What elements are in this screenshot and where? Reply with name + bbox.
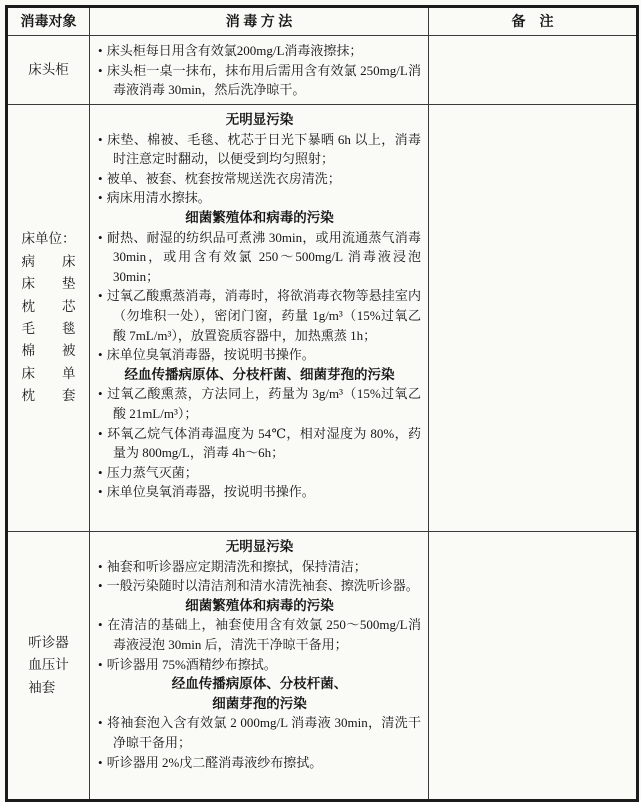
remark-cell bbox=[429, 36, 638, 105]
method-item-text: 将袖套泡入含有效氯 2 000mg/L 消毒液 30min，清洗干净晾干备用； bbox=[106, 715, 421, 750]
bullet-icon: • bbox=[98, 617, 103, 633]
bullet-icon: • bbox=[98, 288, 103, 304]
object-cell bbox=[7, 36, 90, 105]
method-item-text: 床单位臭氧消毒器，按说明书操作。 bbox=[106, 347, 315, 363]
object-label: 床 垫 bbox=[21, 276, 76, 292]
method-item-text: 在清洁的基础上，袖套使用含有效氯 250～500mg/L消毒液浸泡 30min 后，清洗干净晾干备用； bbox=[106, 617, 421, 652]
method-item-text: 压力蒸气灭菌； bbox=[106, 464, 198, 480]
method-item bbox=[98, 557, 421, 577]
object-cell bbox=[7, 105, 90, 532]
bullet-icon: • bbox=[98, 578, 103, 594]
method-item-text: 被单、被套、枕套按常规送洗衣房清洗； bbox=[106, 170, 341, 186]
object-label: 棉 被 bbox=[21, 343, 76, 359]
method-item-text: 过氧乙酸熏蒸，方法同上，药量为 3g/m³（15%过氧乙酸 21mL/m³）； bbox=[106, 386, 421, 421]
method-item bbox=[98, 61, 421, 100]
method-item bbox=[98, 713, 421, 752]
column-header-method: 消 毒 方 法 bbox=[90, 7, 429, 36]
bullet-icon: • bbox=[98, 131, 103, 147]
table-row bbox=[7, 532, 638, 801]
object-label: 枕 套 bbox=[21, 388, 76, 404]
method-item-text: 床垫、棉被、毛毯、枕芯于日光下暴晒 6h 以上，消毒时注意定时翻动，以便受到均匀照射； bbox=[106, 131, 421, 167]
bullet-icon: • bbox=[98, 386, 103, 402]
method-item bbox=[98, 463, 421, 483]
method-item bbox=[98, 228, 421, 287]
method-item-text: 床头柜一桌一抹布，抹布用后需用含有效氯 250mg/L消毒液消毒 30min，然后洗净晾干。 bbox=[106, 62, 421, 98]
method-item bbox=[98, 384, 421, 423]
object-label: 病 床 bbox=[21, 253, 76, 269]
table-row bbox=[7, 36, 638, 105]
object-label: 床单位： bbox=[21, 231, 76, 247]
object-label: 毛 毯 bbox=[21, 321, 76, 336]
object-label: 床头柜 bbox=[28, 61, 69, 77]
remark-cell bbox=[429, 105, 638, 532]
method-item bbox=[98, 188, 421, 208]
method-item bbox=[98, 286, 421, 345]
method-item bbox=[98, 130, 421, 169]
method-item-text: 耐热、耐湿的纺织品可煮沸 30min，或用流通蒸气消毒 30min，或用含有效氯 250～500mg/L 消毒液浸泡 30min； bbox=[106, 229, 421, 284]
object-label: 听诊器 bbox=[28, 634, 69, 650]
bullet-icon: • bbox=[98, 558, 103, 574]
table-header bbox=[7, 7, 638, 36]
method-cell bbox=[90, 36, 429, 105]
bullet-icon: • bbox=[98, 170, 103, 186]
bullet-icon: • bbox=[98, 715, 103, 731]
bullet-icon: • bbox=[98, 464, 103, 480]
object-label-block bbox=[22, 228, 76, 407]
method-item bbox=[98, 576, 421, 596]
bullet-icon: • bbox=[98, 229, 103, 245]
method-section-heading: 细菌繁殖体和病毒的污染 bbox=[185, 597, 334, 613]
method-section-heading: 细菌芽孢的污染 bbox=[212, 695, 307, 711]
method-section-heading: 无明显污染 bbox=[225, 539, 294, 554]
object-label-block bbox=[28, 59, 69, 81]
header-row bbox=[7, 7, 638, 36]
method-item-text: 环氧乙烷气体消毒温度为 54℃，相对湿度为 80%，药量为 800mg/L，消毒 4h～6h； bbox=[106, 425, 421, 461]
method-item-text: 病床用清水擦抹。 bbox=[106, 190, 211, 206]
method-item bbox=[98, 655, 421, 675]
object-label: 床 单 bbox=[21, 365, 76, 381]
object-label: 血压计 bbox=[28, 657, 69, 673]
method-item bbox=[98, 424, 421, 463]
method-item-text: 袖套和听诊器应定期清洗和擦拭，保持清洁； bbox=[106, 558, 367, 574]
object-cell bbox=[7, 532, 90, 801]
disinfection-table bbox=[5, 5, 639, 802]
bullet-icon: • bbox=[98, 656, 103, 672]
bullet-icon: • bbox=[98, 62, 103, 78]
column-header-remark: 备 注 bbox=[429, 7, 638, 36]
bullet-icon: • bbox=[98, 754, 103, 770]
remark-cell bbox=[429, 532, 638, 801]
bullet-icon: • bbox=[98, 43, 103, 58]
object-label: 袖套 bbox=[28, 679, 56, 695]
object-label-block bbox=[28, 632, 69, 699]
bullet-icon: • bbox=[98, 190, 103, 206]
column-header-object: 消毒对象 bbox=[7, 7, 90, 36]
table-row bbox=[7, 105, 638, 532]
method-item bbox=[98, 41, 421, 61]
method-item-text: 一般污染随时以清洁剂和清水清洗袖套、擦洗听诊器。 bbox=[106, 578, 419, 594]
object-label: 枕 芯 bbox=[21, 298, 76, 314]
method-section-heading: 经血传播病原体、分枝杆菌、 bbox=[171, 676, 348, 692]
method-item bbox=[98, 753, 421, 773]
method-section-heading: 无明显污染 bbox=[225, 112, 294, 127]
bullet-icon: • bbox=[98, 484, 103, 500]
method-section-heading: 经血传播病原体、分枝杆菌、细菌芽孢的污染 bbox=[124, 366, 395, 382]
method-item-text: 听诊器用 75%酒精纱布擦拭。 bbox=[106, 656, 277, 672]
bullet-icon: • bbox=[98, 347, 103, 363]
bullet-icon: • bbox=[98, 425, 103, 441]
table-body bbox=[7, 36, 638, 801]
method-item-text: 过氧乙酸熏蒸消毒，消毒时，将欲消毒衣物等悬挂室内（勿堆积一处），密闭门窗，药量 1g/m³（15%过氧乙酸 7mL/m³），放置瓷质容器中，加热熏蒸 1h； bbox=[106, 288, 421, 343]
method-item bbox=[98, 482, 421, 502]
method-item-text: 床单位臭氧消毒器，按说明书操作。 bbox=[106, 484, 315, 500]
method-item bbox=[98, 169, 421, 189]
method-cell bbox=[90, 532, 429, 801]
method-item bbox=[98, 615, 421, 654]
method-cell bbox=[90, 105, 429, 532]
method-item bbox=[98, 345, 421, 365]
method-item-text: 听诊器用 2%戊二醛消毒液纱布擦拭。 bbox=[106, 754, 323, 770]
method-section-heading: 细菌繁殖体和病毒的污染 bbox=[185, 209, 334, 225]
method-item-text: 床头柜每日用含有效氯200mg/L消毒液擦抹； bbox=[106, 43, 363, 58]
